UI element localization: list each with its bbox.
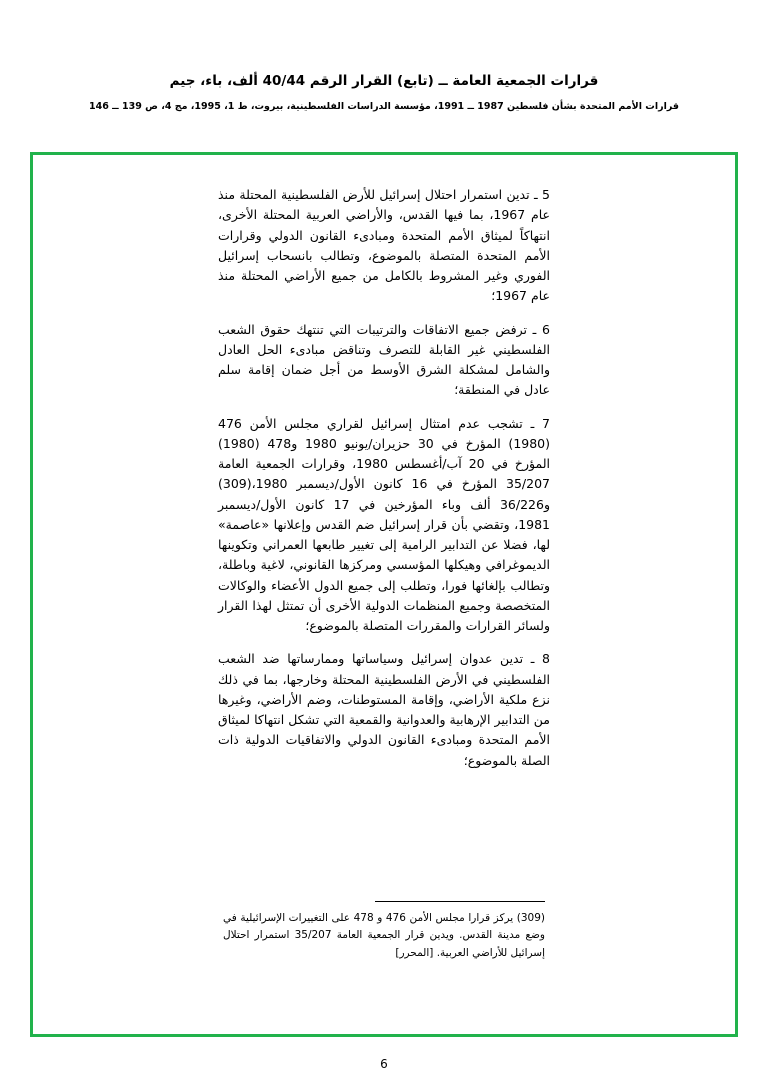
- header-subtitle: قرارات الأمم المتحدة بشأن فلسطين 1987 ــ 1991، مؤسسة الدراسات الفلسطينية، بيروت، ط 1، 1995، مج 4، ص 139 ــ 146: [89, 100, 679, 112]
- paragraph-6: 6 ـ ترفض جميع الاتفاقات والترتيبات التي تنتهك حقوق الشعب الفلسطيني غير القابلة للتصرف وتناقض مبادىء الحل العادل والشامل لمشكلة الشرق الأوسط من أجل ضمان إقامة سلم عادل في المنطقة؛: [218, 321, 550, 398]
- paragraph-8: 8 ـ تدين عدوان إسرائيل وسياساتها وممارساتها ضد الشعب الفلسطيني في الأرض الفلسطينية المحتلة وخارجها، بما في ذلك نزع ملكية الأراضي، وإقامة المستوطنات، وضم الأراضي، وغيرها من التدابير الإرهابية والعدوانية والقمعية التي تشكل انتهاكا لميثاق الأمم المتحدة ومبادىء القانون الدولي والاتفاقيات الدولية ذات الصلة بالموضوع؛: [218, 651, 550, 768]
- document-body: [218, 185, 550, 771]
- footnote-section: [223, 901, 545, 962]
- footnote-text: (309) يركز قرارا مجلس الأمن 476 و 478 على التغييرات الإسرائيلية في وضع مدينة القدس. ويدين قرار الجمعية العامة 35/207 استمرار احتلال إسرائيل للأراضي العربية. [المحرر]: [223, 912, 545, 959]
- page-number: 6: [380, 1057, 388, 1071]
- content-frame: [30, 152, 738, 1037]
- paragraph-5: 5 ـ تدين استمرار احتلال إسرائيل للأرض الفلسطينية المحتلة منذ عام 1967، بما فيها القدس، والأراضي العربية المحتلة الأخرى، انتهاكاً لميثاق الأمم المتحدة ومبادىء القانون الدولي وقرارات الأمم المتحدة المتصلة بالموضوع، وتطالب بانسحاب إسرائيل الفوري وغير المشروط بالكامل من جميع الأراضي المحتلة منذ عام 1967؛: [218, 187, 550, 304]
- footnote-divider: [375, 901, 545, 902]
- header-title: قرارات الجمعية العامة ــ (تابع) القرار الرقم 40/44 ألف، باء، جيم: [169, 73, 599, 89]
- page-header: [0, 0, 768, 113]
- paragraph-7: 7 ـ تشجب عدم امتثال إسرائيل لقراري مجلس الأمن 476 (1980) المؤرخ في 30 حزيران/يونيو 1980 و478 (1980) المؤرخ في 20 آب/أغسطس 1980، وقرارات الجمعية العامة 35/207 المؤرخ في 16 كانون الأول/ديسمبر 1980،(309) و36/226 ألف وباء المؤرخين في 17 كانون الأول/ديسمبر 1981، وتقضي بأن قرار إسرائيل ضم القدس وإعلانها «عاصمة» لها، فضلا عن التدابير الرامية إلى تغيير طابعها العمراني وتكوينها الديموغرافي وهيكلها المؤسسي ومركزها القانوني، لاغية وباطلة، وتطالب بإلغائها فورا، وتطلب إلى جميع الدول الأعضاء والوكالات المتخصصة وجميع المنظمات الدولية الأخرى أن تمتثل لهذا القرار ولسائر القرارات والمقررات المتصلة بالموضوع؛: [218, 415, 551, 633]
